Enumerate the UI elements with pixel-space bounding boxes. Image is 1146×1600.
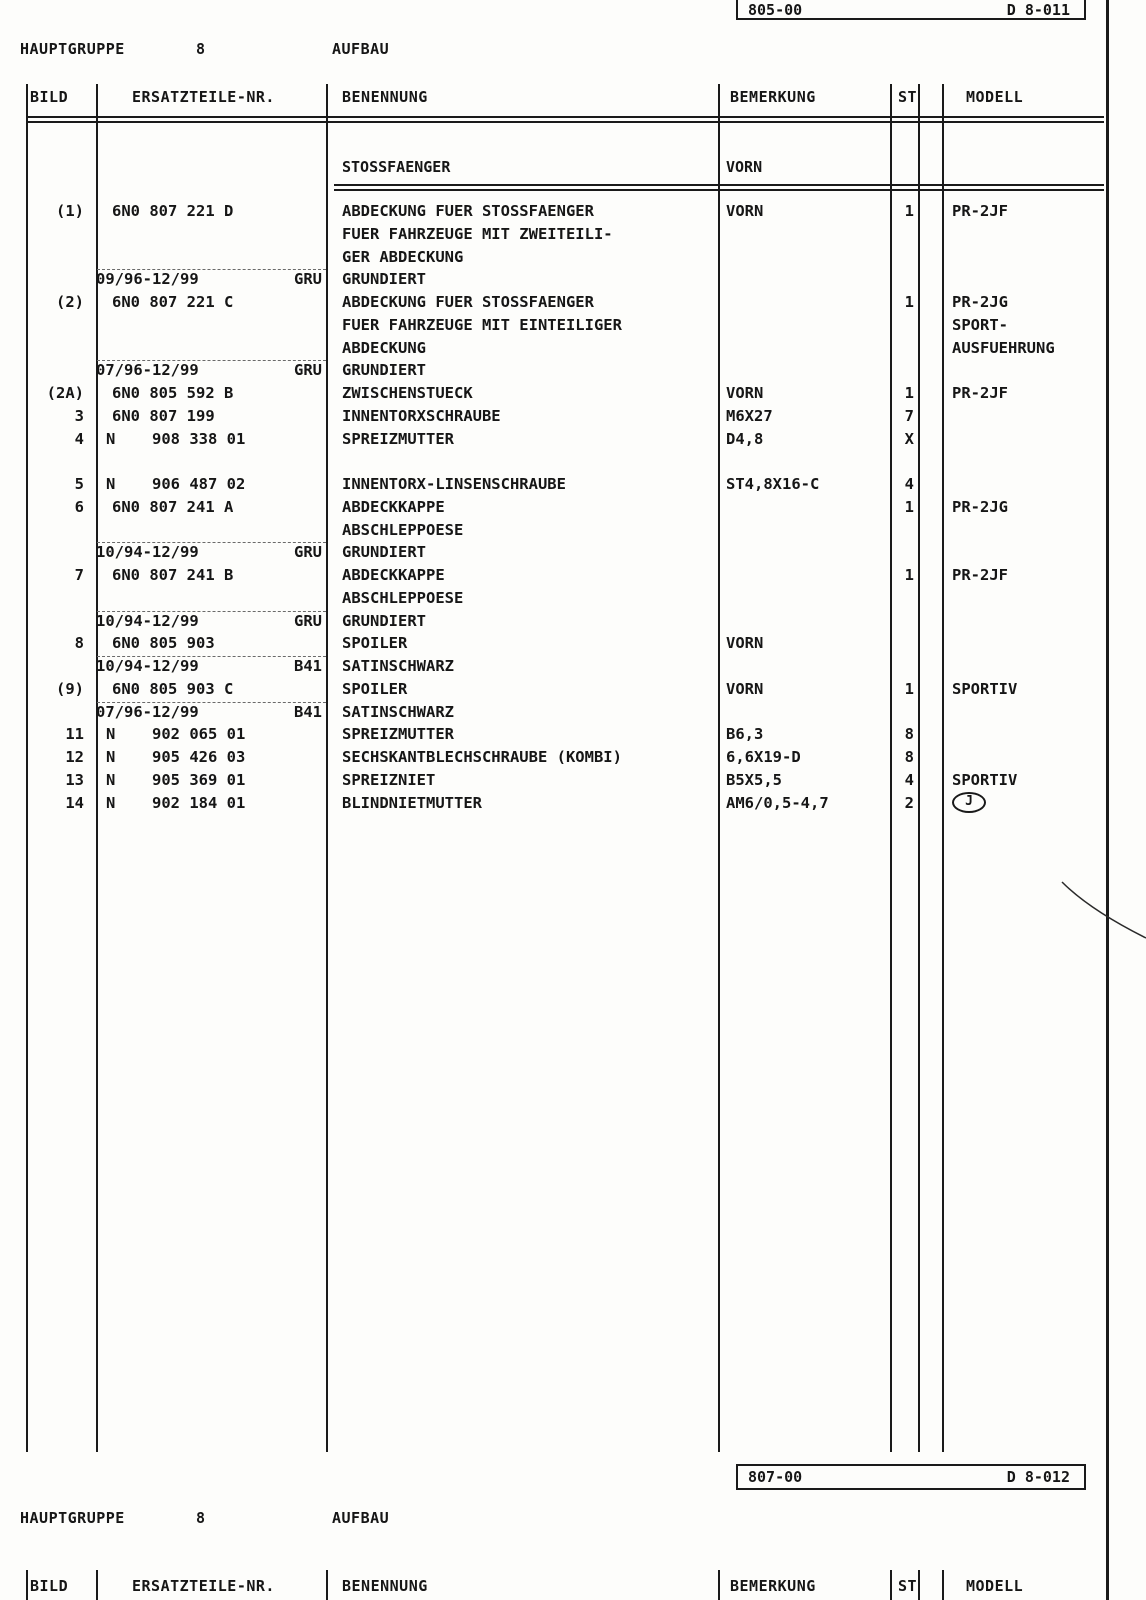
part-number-cell: 6N0 807 221 D [112, 202, 234, 220]
modell-cell: PR-2JG [952, 497, 1008, 516]
table-row [0, 291, 1106, 313]
table-row [0, 314, 1106, 336]
group-number: 8 [196, 40, 206, 58]
benennung-cell: ABDECKKAPPE [342, 497, 445, 516]
part-prefix-cell: N [106, 748, 116, 766]
part-number-cell: 6N0 805 903 C [112, 679, 234, 698]
date-range-cell: 07/96-12/99 [96, 702, 199, 721]
part-number-cell: 6N0 805 903 [112, 634, 215, 653]
modell-cell [952, 792, 986, 814]
bottom-page-reference [736, 1464, 1086, 1490]
benennung-cell: ABDECKUNG FUER STOSSFAENGER [342, 202, 594, 220]
section-heading [0, 156, 1106, 178]
col2-line-left [26, 1570, 28, 1600]
quantity-cell: 1 [904, 497, 914, 516]
part-number-cell: 6N0 805 592 B [112, 384, 234, 402]
table-row [0, 268, 1106, 290]
date-range-cell: 10/94-12/99 [96, 543, 199, 562]
benennung-cell: SATINSCHWARZ [342, 657, 454, 675]
quantity-cell: 2 [904, 793, 914, 812]
benennung-cell: GRUNDIERT [342, 543, 426, 562]
col2-header-modell: MODELL [966, 1577, 1024, 1595]
table-row [0, 792, 1106, 814]
bemerkung-cell: D4,8 [726, 429, 764, 448]
col2-header-benennung: BENENNUNG [342, 1577, 428, 1595]
benennung-cell: ABDECKUNG [342, 338, 426, 357]
col2-header-ersatzteile: ERSATZTEILE-NR. [132, 1577, 275, 1595]
bemerkung-cell: VORN [726, 634, 764, 653]
col2-header-st: ST [898, 1577, 918, 1595]
quantity-cell: 4 [904, 475, 914, 493]
col2-line-bemerkung [890, 1570, 892, 1600]
benennung-cell: ABSCHLEPPOESE [342, 520, 464, 539]
col2-line-benennung [718, 1570, 720, 1600]
benennung-cell: SPREIZMUTTER [342, 429, 454, 448]
section-bemerkung: VORN [726, 158, 763, 176]
bild-cell: 12 [65, 748, 84, 766]
table-row [0, 337, 1106, 359]
quantity-cell: 8 [904, 725, 914, 744]
col-header-bemerkung: BEMERKUNG [730, 88, 816, 106]
bild-cell: 5 [74, 475, 84, 493]
part-prefix-cell: N [106, 770, 116, 789]
group2-label: HAUPTGRUPPE [20, 1509, 125, 1527]
top-page-reference [736, 0, 1086, 20]
table-row [0, 428, 1106, 450]
bemerkung-cell: VORN [726, 202, 764, 220]
date-range-cell: 07/96-12/99 [96, 361, 199, 380]
top-ref-code: 805-00 [748, 1, 803, 19]
benennung-cell: FUER FAHRZEUGE MIT EINTEILIGER [342, 315, 622, 334]
bild-cell: (9) [56, 679, 84, 698]
circled-marker: J [952, 792, 986, 813]
modell-cell: PR-2JF [952, 202, 1008, 220]
bemerkung-cell: 6,6X19-D [726, 748, 801, 766]
bild-cell: 6 [74, 497, 84, 516]
quantity-cell: 1 [904, 293, 914, 311]
finish-code-cell: B41 [294, 702, 322, 721]
quantity-cell: X [904, 429, 914, 448]
part-prefix-cell: N [106, 725, 116, 744]
benennung-cell: ABSCHLEPPOESE [342, 588, 464, 607]
quantity-cell: 1 [904, 679, 914, 698]
benennung-cell: INNENTORXSCHRAUBE [342, 406, 501, 425]
date-range-cell: 09/96-12/99 [96, 270, 199, 289]
table-row [0, 587, 1106, 609]
finish-code-cell: GRU [294, 543, 322, 562]
table-row [0, 359, 1106, 381]
table-row [0, 541, 1106, 563]
bild-cell: (1) [56, 202, 84, 220]
col2-header-bemerkung: BEMERKUNG [730, 1577, 816, 1595]
date-range-cell: 10/94-12/99 [96, 657, 199, 675]
date-separator-line [97, 360, 326, 361]
benennung-cell: SPOILER [342, 634, 408, 653]
part-number-cell: 906 487 02 [152, 475, 246, 493]
benennung-cell: INNENTORX-LINSENSCHRAUBE [342, 475, 566, 493]
col-header-st: ST [898, 88, 918, 106]
benennung-cell: GRUNDIERT [342, 361, 426, 380]
quantity-cell: 8 [904, 748, 914, 766]
bild-cell: 4 [74, 429, 84, 448]
finish-code-cell: GRU [294, 270, 322, 289]
col2-line-st [918, 1570, 920, 1600]
group-name: AUFBAU [332, 40, 390, 58]
bottom-ref-code: 807-00 [748, 1468, 803, 1486]
col-header-benennung: BENENNUNG [342, 88, 428, 106]
quantity-cell: 1 [904, 202, 914, 220]
table-row [0, 223, 1106, 245]
bemerkung-cell: AM6/0,5-4,7 [726, 793, 829, 812]
finish-code-cell: GRU [294, 611, 322, 630]
table-row [0, 496, 1106, 518]
benennung-cell: GER ABDECKUNG [342, 247, 464, 266]
scan-mark [1060, 880, 1146, 940]
group2-name: AUFBAU [332, 1509, 390, 1527]
col2-line-bild [96, 1570, 98, 1600]
part-number-cell: 6N0 807 221 C [112, 293, 234, 311]
col-header-bild: BILD [30, 88, 69, 106]
bemerkung-cell: VORN [726, 384, 764, 402]
col2-line-ersatzteile [326, 1570, 328, 1600]
part-number-cell: 905 426 03 [152, 748, 246, 766]
bemerkung-cell: B5X5,5 [726, 770, 782, 789]
col2-line-modell [942, 1570, 944, 1600]
bemerkung-cell: B6,3 [726, 725, 764, 744]
col2-header-bild: BILD [30, 1577, 69, 1595]
part-number-cell: 6N0 807 241 B [112, 566, 234, 584]
table-row [0, 610, 1106, 632]
benennung-cell: ZWISCHENSTUECK [342, 384, 473, 402]
date-separator-line [97, 656, 326, 657]
benennung-cell: SECHSKANTBLECHSCHRAUBE (KOMBI) [342, 748, 622, 766]
table-row [0, 200, 1106, 222]
bild-cell: (2) [56, 293, 84, 311]
quantity-cell: 1 [904, 384, 914, 402]
finish-code-cell: B41 [294, 657, 322, 675]
finish-code-cell: GRU [294, 361, 322, 380]
part-number-cell: 6N0 807 199 [112, 406, 215, 425]
table-row [0, 769, 1106, 791]
modell-cell: SPORTIV [952, 770, 1018, 789]
col-header-ersatzteile: ERSATZTEILE-NR. [132, 88, 275, 106]
part-number-cell: 902 065 01 [152, 725, 246, 744]
table-row [0, 632, 1106, 654]
bild-cell: (2A) [46, 384, 84, 402]
bemerkung-cell: VORN [726, 679, 764, 698]
benennung-cell: SPOILER [342, 679, 408, 698]
benennung-cell: ABDECKKAPPE [342, 566, 445, 584]
page-edge-line [1106, 0, 1109, 1600]
table-row [0, 246, 1106, 268]
table-row [0, 655, 1106, 677]
quantity-cell: 7 [904, 406, 914, 425]
top-ref-page: D 8-011 [1006, 1, 1070, 19]
modell-cell: PR-2JG [952, 293, 1008, 311]
date-separator-line [97, 702, 326, 703]
modell-cell: AUSFUEHRUNG [952, 338, 1055, 357]
date-separator-line [97, 611, 326, 612]
table-row [0, 723, 1106, 745]
part-number-cell: 902 184 01 [152, 793, 246, 812]
modell-cell: SPORTIV [952, 679, 1018, 698]
table-row [0, 473, 1106, 495]
bild-cell: 11 [65, 725, 84, 744]
part-number-cell: 6N0 807 241 A [112, 497, 234, 516]
group2-number: 8 [196, 1509, 206, 1527]
part-prefix-cell: N [106, 429, 116, 448]
bild-cell: 14 [65, 793, 84, 812]
table-row [0, 678, 1106, 700]
date-separator-line [97, 542, 326, 543]
part-number-cell: 908 338 01 [152, 429, 246, 448]
bild-cell: 13 [65, 770, 84, 789]
bild-cell: 7 [74, 566, 84, 584]
benennung-cell: SATINSCHWARZ [342, 702, 454, 721]
benennung-cell: SPREIZMUTTER [342, 725, 454, 744]
quantity-cell: 1 [904, 566, 914, 584]
table-row [0, 746, 1106, 768]
bemerkung-cell: ST4,8X16-C [726, 475, 820, 493]
quantity-cell: 4 [904, 770, 914, 789]
table-row [0, 564, 1106, 586]
table-row [0, 701, 1106, 723]
modell-cell: PR-2JF [952, 384, 1008, 402]
bild-cell: 8 [74, 634, 84, 653]
benennung-cell: GRUNDIERT [342, 611, 426, 630]
col-header-modell: MODELL [966, 88, 1024, 106]
table-row [0, 405, 1106, 427]
table-row [0, 382, 1106, 404]
section-benennung: STOSSFAENGER [342, 158, 451, 176]
benennung-cell: BLINDNIETMUTTER [342, 793, 482, 812]
modell-cell: SPORT- [952, 315, 1008, 334]
part-prefix-cell: N [106, 793, 116, 812]
table-row [0, 519, 1106, 541]
bottom-ref-page: D 8-012 [1006, 1468, 1070, 1486]
benennung-cell: SPREIZNIET [342, 770, 436, 789]
part-number-cell: 905 369 01 [152, 770, 246, 789]
benennung-cell: ABDECKUNG FUER STOSSFAENGER [342, 293, 594, 311]
bemerkung-cell: M6X27 [726, 406, 773, 425]
benennung-cell: GRUNDIERT [342, 270, 426, 289]
group-label: HAUPTGRUPPE [20, 40, 125, 58]
part-prefix-cell: N [106, 475, 116, 493]
modell-cell: PR-2JF [952, 566, 1008, 584]
benennung-cell: FUER FAHRZEUGE MIT ZWEITEILI- [342, 224, 613, 243]
date-separator-line [97, 269, 326, 270]
bild-cell: 3 [74, 406, 84, 425]
date-range-cell: 10/94-12/99 [96, 611, 199, 630]
